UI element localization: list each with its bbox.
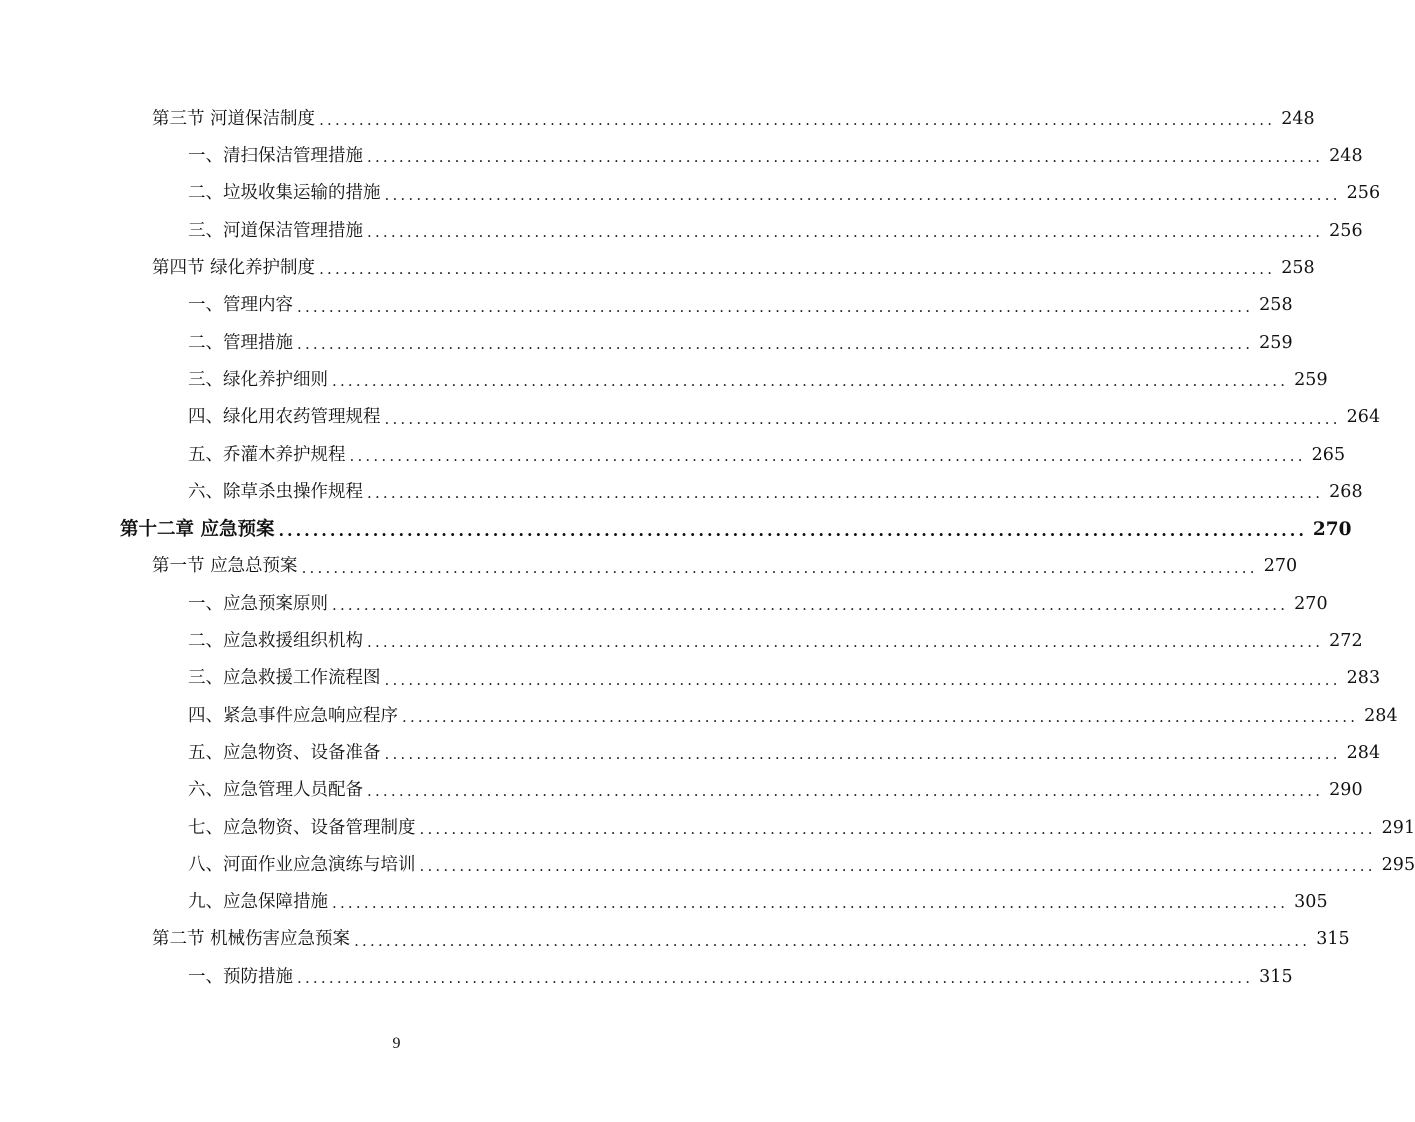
toc-dot-leader: ........................................................................................................................ xyxy=(384,745,1341,764)
toc-dot-leader: ........................................................................................................................ xyxy=(367,633,1324,652)
toc-dot-leader: ........................................................................................................................ xyxy=(319,111,1276,130)
toc-dot-leader: ........................................................................................................................ xyxy=(419,819,1376,838)
toc-entry-page: 264 xyxy=(1346,407,1381,428)
toc-dot-leader: ........................................................................................................................ xyxy=(384,185,1341,204)
toc-entry-page: 259 xyxy=(1259,332,1293,353)
toc-entry-page: 268 xyxy=(1329,481,1363,502)
toc-entry-title: 第四节 绿化养护制度 xyxy=(152,258,316,279)
toc-entry-title: 一、应急预案原则 xyxy=(188,593,328,614)
toc-entry-page: 272 xyxy=(1329,631,1363,652)
toc-dot-leader: ........................................................................................................................ xyxy=(349,446,1306,465)
toc-dot-leader: ........................................................................................................................ xyxy=(367,782,1324,801)
toc-entry-title: 第十二章 应急预案 xyxy=(120,518,275,540)
toc-item-row[interactable] xyxy=(0,772,1363,809)
toc-entry-page: 258 xyxy=(1281,258,1315,279)
toc-entry-title: 三、应急救援工作流程图 xyxy=(188,668,381,689)
toc-entry-page: 265 xyxy=(1311,444,1346,465)
toc-section-row[interactable] xyxy=(0,101,1315,138)
toc-entry-title: 三、河道保洁管理措施 xyxy=(188,220,363,241)
toc-dot-leader: ........................................................................................................................ xyxy=(384,670,1341,689)
toc-entry-title: 二、应急救援组织机构 xyxy=(188,631,363,652)
toc-item-row[interactable] xyxy=(0,287,1293,324)
toc-item-row[interactable] xyxy=(0,176,1381,213)
toc-section-row[interactable] xyxy=(0,549,1298,586)
toc-item-row[interactable] xyxy=(0,623,1363,660)
toc-entry-title: 一、清扫保洁管理措施 xyxy=(188,146,363,167)
toc-entry-title: 二、垃圾收集运输的措施 xyxy=(188,183,381,204)
toc-item-row[interactable] xyxy=(0,884,1328,921)
toc-dot-leader: ........................................................................................................................ xyxy=(297,297,1254,316)
toc-dot-leader: ........................................................................................................................ xyxy=(367,484,1324,503)
toc-dot-leader: ........................................................................................................................ xyxy=(297,968,1254,987)
toc-entry-title: 四、紧急事件应急响应程序 xyxy=(188,705,398,726)
page-number: 9 xyxy=(392,1035,401,1052)
toc-entry-title: 一、管理内容 xyxy=(188,295,293,316)
toc-entry-title: 七、应急物资、设备管理制度 xyxy=(188,817,416,838)
toc-entry-page: 248 xyxy=(1281,108,1315,129)
toc-item-row[interactable] xyxy=(0,586,1328,623)
toc-item-row[interactable] xyxy=(0,213,1363,250)
toc-entry-title: 二、管理措施 xyxy=(188,332,293,353)
toc-dot-leader: ........................................................................................................................ xyxy=(367,148,1324,167)
toc-entry-title: 六、应急管理人员配备 xyxy=(188,780,363,801)
toc-item-row[interactable] xyxy=(0,325,1293,362)
toc-dot-leader: ........................................................................................................................ xyxy=(319,260,1276,279)
toc-entry-title: 四、绿化用农药管理规程 xyxy=(188,407,381,428)
toc-entry-title: 第二节 机械伤害应急预案 xyxy=(152,929,351,950)
toc-item-row[interactable] xyxy=(0,810,1415,847)
toc-dot-leader: ........................................................................................................................ xyxy=(384,409,1341,428)
toc-item-row[interactable] xyxy=(0,660,1381,697)
toc-entry-page: 248 xyxy=(1329,146,1363,167)
toc-entry-title: 六、除草杀虫操作规程 xyxy=(188,481,363,502)
toc-item-row[interactable] xyxy=(0,138,1363,175)
table-of-contents xyxy=(0,101,1415,996)
toc-entry-title: 五、乔灌木养护规程 xyxy=(188,444,346,465)
toc-entry-page: 291 xyxy=(1381,817,1415,838)
toc-entry-page: 258 xyxy=(1259,295,1293,316)
toc-dot-leader: ........................................................................................................................ xyxy=(354,931,1311,950)
toc-dot-leader: ........................................................................................................................ xyxy=(278,520,1307,540)
toc-chapter-row[interactable] xyxy=(0,511,1352,548)
toc-entry-page: 283 xyxy=(1346,668,1381,689)
toc-entry-page: 270 xyxy=(1263,556,1298,577)
toc-entry-page: 315 xyxy=(1316,929,1350,950)
toc-entry-page: 284 xyxy=(1364,705,1398,726)
toc-item-row[interactable] xyxy=(0,698,1398,735)
toc-entry-title: 三、绿化养护细则 xyxy=(188,369,328,390)
toc-dot-leader: ........................................................................................................................ xyxy=(332,372,1289,391)
toc-dot-leader: ........................................................................................................................ xyxy=(402,707,1359,726)
toc-entry-title: 九、应急保障措施 xyxy=(188,892,328,913)
toc-section-row[interactable] xyxy=(0,250,1315,287)
toc-item-row[interactable] xyxy=(0,474,1363,511)
toc-entry-page: 295 xyxy=(1381,854,1415,875)
toc-entry-title: 八、河面作业应急演练与培训 xyxy=(188,854,416,875)
toc-entry-page: 305 xyxy=(1294,892,1328,913)
toc-entry-page: 259 xyxy=(1294,369,1328,390)
toc-item-row[interactable] xyxy=(0,437,1346,474)
toc-entry-page: 270 xyxy=(1312,518,1352,540)
toc-entry-page: 256 xyxy=(1346,183,1381,204)
toc-entry-title: 第一节 应急总预案 xyxy=(152,556,298,577)
toc-item-row[interactable] xyxy=(0,959,1293,996)
toc-entry-page: 315 xyxy=(1259,966,1293,987)
toc-dot-leader: ........................................................................................................................ xyxy=(419,857,1376,876)
toc-dot-leader: ........................................................................................................................ xyxy=(332,596,1289,614)
toc-entry-page: 290 xyxy=(1329,780,1363,801)
toc-dot-leader: ........................................................................................................................ xyxy=(301,558,1258,577)
toc-item-row[interactable] xyxy=(0,735,1381,772)
toc-item-row[interactable] xyxy=(0,399,1381,436)
toc-dot-leader: ........................................................................................................................ xyxy=(297,334,1254,353)
toc-entry-page: 284 xyxy=(1346,742,1381,763)
toc-entry-title: 一、预防措施 xyxy=(188,966,293,987)
toc-item-row[interactable] xyxy=(0,362,1328,399)
toc-entry-title: 五、应急物资、设备准备 xyxy=(188,742,381,763)
toc-entry-page: 270 xyxy=(1294,593,1328,614)
toc-entry-page: 256 xyxy=(1329,220,1363,241)
toc-entry-title: 第三节 河道保洁制度 xyxy=(152,108,316,129)
toc-dot-leader: ........................................................................................................................ xyxy=(332,894,1289,913)
toc-section-row[interactable] xyxy=(0,922,1350,959)
toc-dot-leader: ........................................................................................................................ xyxy=(367,223,1324,242)
toc-item-row[interactable] xyxy=(0,847,1415,884)
